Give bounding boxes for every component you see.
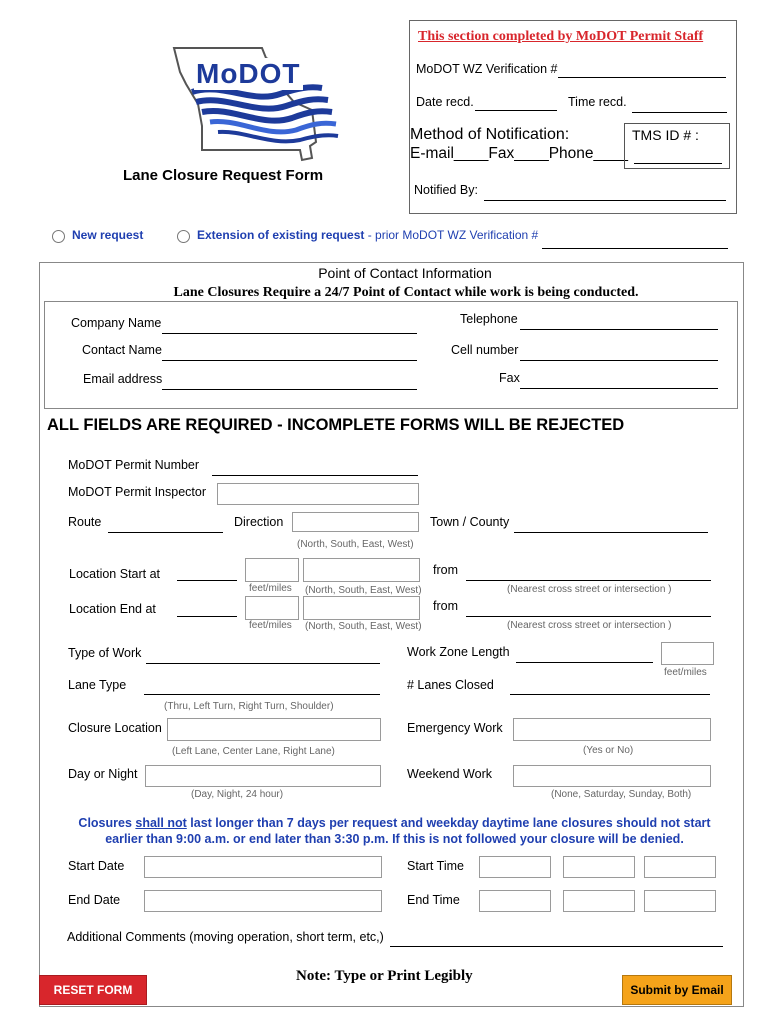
yes-no-hint: (Yes or No): [583, 745, 634, 756]
time-recd-field[interactable]: [632, 112, 727, 113]
additional-comments-field[interactable]: [390, 946, 723, 947]
location-end-field[interactable]: [177, 616, 237, 617]
permit-number-label: MoDOT Permit Number: [68, 458, 200, 472]
new-request-radio[interactable]: [52, 230, 65, 243]
work-zone-length-field[interactable]: [516, 662, 653, 663]
direction-hint: (North, South, East, West): [297, 539, 414, 550]
location-end-from-label: from: [433, 599, 458, 613]
notified-by-label: Notified By:: [414, 183, 478, 197]
closure-notice: [39, 815, 750, 847]
permit-number-field[interactable]: [212, 475, 418, 476]
contact-title: Point of Contact Information: [318, 265, 492, 281]
contact-name-field[interactable]: [162, 360, 417, 361]
emergency-work-label: Emergency Work: [407, 721, 503, 735]
closure-location-label: Closure Location: [68, 721, 162, 735]
location-end-distance[interactable]: [245, 596, 299, 620]
telephone-label: Telephone: [460, 312, 518, 326]
weekend-work-field[interactable]: [513, 765, 711, 787]
lanes-closed-field[interactable]: [510, 694, 710, 695]
closure-location-hint: (Left Lane, Center Lane, Right Lane): [172, 746, 335, 757]
closure-notice-line2: earlier than 9:00 a.m. or end later than 3:30 p.m. If this is not followed your closure will be denied.: [105, 832, 684, 846]
location-start-cross-street: (Nearest cross street or intersection ): [507, 584, 672, 595]
start-time-hour[interactable]: [479, 856, 551, 878]
type-of-work-field[interactable]: [146, 663, 380, 664]
day-or-night-label: Day or Night: [68, 767, 138, 781]
required-banner: ALL FIELDS ARE REQUIRED - INCOMPLETE FORMS WILL BE REJECTED: [47, 416, 625, 434]
fax-field[interactable]: [520, 388, 718, 389]
reset-form-label: RESET FORM: [53, 983, 133, 997]
telephone-field[interactable]: [520, 329, 718, 330]
start-date-field[interactable]: [144, 856, 382, 878]
route-label: Route: [68, 515, 102, 529]
date-recd-label: Date recd.: [416, 95, 474, 109]
lane-type-hint: (Thru, Left Turn, Right Turn, Shoulder): [164, 701, 334, 712]
tms-id-field[interactable]: [634, 163, 722, 164]
location-start-nsew: (North, South, East, West): [305, 585, 422, 596]
direction-label: Direction: [234, 515, 284, 529]
notice-emphasis: shall not: [135, 816, 187, 830]
prior-verification-field[interactable]: [542, 248, 728, 249]
start-time-label: Start Time: [407, 859, 464, 873]
end-time-label: End Time: [407, 893, 460, 907]
staff-section-title: This section completed by MoDOT Permit Staff: [418, 29, 704, 44]
start-time-ampm[interactable]: [644, 856, 716, 878]
location-end-feet-miles: feet/miles: [249, 620, 292, 631]
location-end-label: Location End at: [69, 602, 156, 616]
work-zone-feet-miles: feet/miles: [664, 667, 707, 678]
lane-type-field[interactable]: [144, 694, 380, 695]
location-start-field[interactable]: [177, 580, 237, 581]
direction-field[interactable]: [292, 512, 419, 532]
email-field[interactable]: [162, 389, 417, 390]
wz-verification-label: MoDOT WZ Verification #: [416, 62, 558, 76]
form-title: Lane Closure Request Form: [123, 167, 324, 184]
weekend-hint: (None, Saturday, Sunday, Both): [551, 789, 692, 800]
email-label: Email address: [83, 372, 163, 386]
end-time-ampm[interactable]: [644, 890, 716, 912]
type-of-work-label: Type of Work: [68, 646, 142, 660]
town-county-field[interactable]: [514, 532, 708, 533]
extension-label-bold: Extension of existing request: [197, 228, 365, 242]
extension-request-label: [197, 228, 538, 242]
method-of-notification: Method of Notification:: [410, 126, 570, 143]
tms-id-label: TMS ID # :: [632, 127, 699, 143]
reset-form-button[interactable]: [39, 975, 147, 1005]
permit-inspector-field[interactable]: [217, 483, 419, 505]
end-time-minute[interactable]: [563, 890, 635, 912]
contact-name-label: Contact Name: [82, 343, 162, 357]
extension-request-radio[interactable]: [177, 230, 190, 243]
end-time-hour[interactable]: [479, 890, 551, 912]
notified-by-field[interactable]: [484, 200, 726, 201]
contact-subtitle: Lane Closures Require a 24/7 Point of Contact while work is being conducted.: [173, 285, 639, 300]
notice-pre: Closures: [78, 816, 136, 830]
town-county-label: Town / County: [430, 515, 510, 529]
date-recd-field[interactable]: [475, 110, 557, 111]
new-request-label: New request: [72, 228, 144, 242]
lane-type-label: Lane Type: [68, 678, 127, 692]
location-end-direction[interactable]: [303, 596, 420, 620]
location-start-from-label: from: [433, 563, 458, 577]
closure-notice-line1: [39, 815, 750, 831]
time-recd-label: Time recd.: [568, 95, 627, 109]
method-options[interactable]: E-mail____Fax____Phone____: [410, 145, 629, 162]
modot-logo: [162, 42, 348, 166]
company-name-label: Company Name: [71, 316, 162, 330]
notice-post: last longer than 7 days per request and weekday daytime lane closures should not start: [186, 816, 711, 830]
weekend-work-label: Weekend Work: [407, 767, 492, 781]
fax-label: Fax: [499, 371, 520, 385]
work-zone-length-label: Work Zone Length: [407, 645, 510, 659]
day-or-night-field[interactable]: [145, 765, 381, 787]
company-name-field[interactable]: [162, 333, 417, 334]
cell-number-label: Cell number: [451, 343, 519, 357]
permit-inspector-label: MoDOT Permit Inspector: [68, 485, 207, 499]
route-field[interactable]: [108, 532, 223, 533]
location-end-nsew: (North, South, East, West): [305, 621, 422, 632]
logo-text: MoDOT: [196, 58, 301, 89]
start-date-label: Start Date: [68, 859, 125, 873]
submit-by-email-button[interactable]: [622, 975, 732, 1005]
location-start-from-field[interactable]: [466, 580, 711, 581]
legibility-note: Note: Type or Print Legibly: [296, 968, 473, 984]
start-time-minute[interactable]: [563, 856, 635, 878]
submit-by-email-label: Submit by Email: [630, 983, 724, 997]
end-date-field[interactable]: [144, 890, 382, 912]
location-start-label: Location Start at: [69, 567, 161, 581]
location-end-cross-street: (Nearest cross street or intersection ): [507, 620, 672, 631]
end-date-label: End Date: [68, 893, 121, 907]
work-zone-length-units[interactable]: [661, 642, 714, 665]
day-night-hint: (Day, Night, 24 hour): [191, 789, 284, 800]
cell-number-field[interactable]: [520, 360, 718, 361]
location-start-direction[interactable]: [303, 558, 420, 582]
location-start-feet-miles: feet/miles: [249, 583, 292, 594]
wz-verification-field[interactable]: [558, 77, 726, 78]
location-start-distance[interactable]: [245, 558, 299, 582]
additional-comments-label: Additional Comments (moving operation, short term, etc,): [67, 930, 384, 944]
emergency-work-field[interactable]: [513, 718, 711, 741]
location-end-from-field[interactable]: [466, 616, 711, 617]
extension-label-suffix: - prior MoDOT WZ Verification #: [364, 228, 539, 242]
lanes-closed-label: # Lanes Closed: [407, 678, 494, 692]
closure-location-field[interactable]: [167, 718, 381, 741]
